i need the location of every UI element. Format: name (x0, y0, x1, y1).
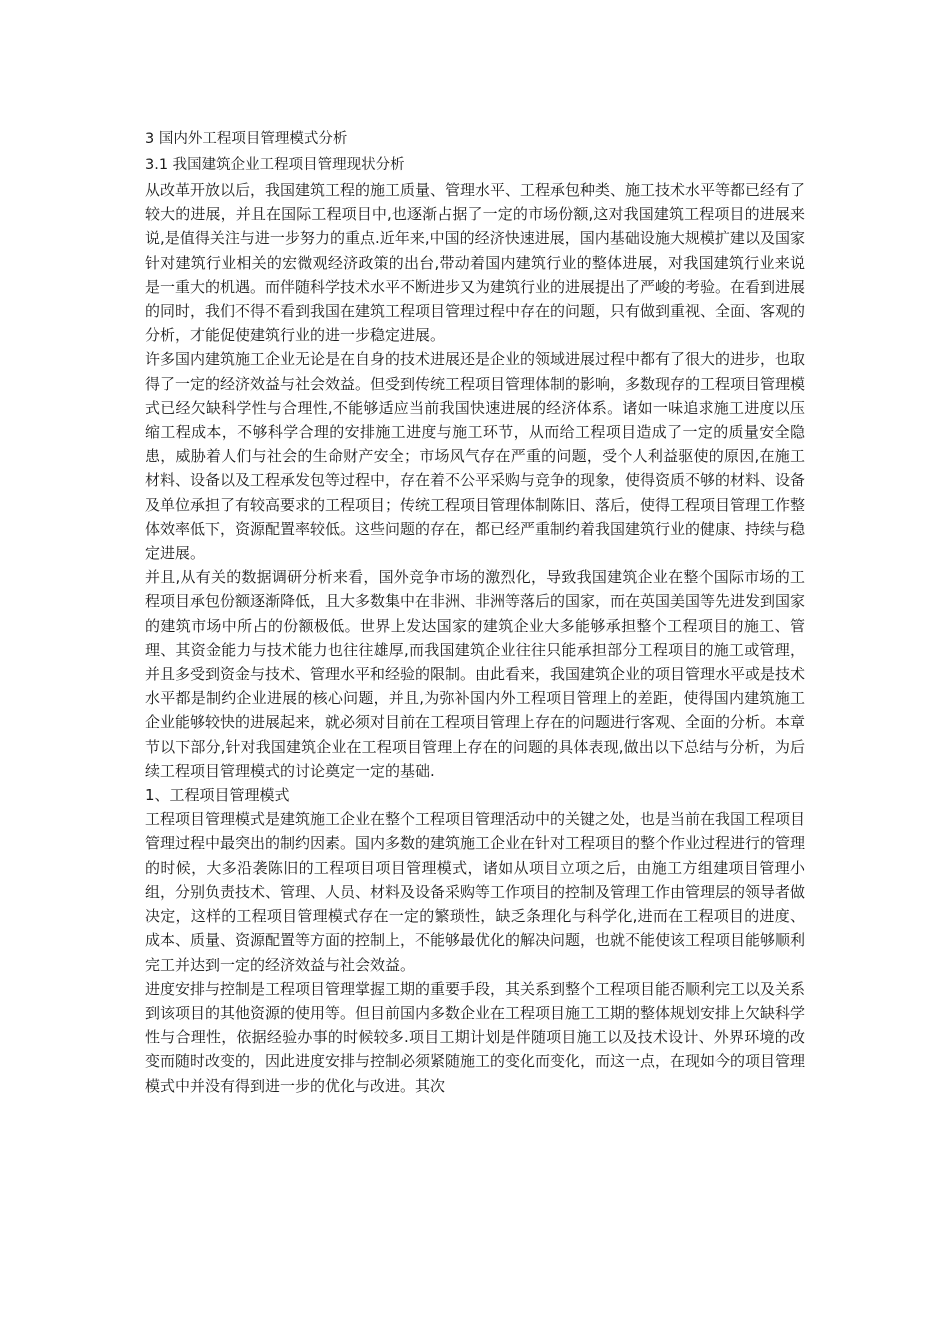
paragraph-4: 工程项目管理模式是建筑施工企业在整个工程项目管理活动中的关键之处，也是当前在我国工程项目管理过程中最突出的制约因素。国内多数的建筑施工企业在针对工程项目的整个作业过程进行的管理的时候，大多沿袭陈旧的工程项目项目管理模式，诸如从项目立项之后，由施工方组建项目管理小组，分别负责技术、管理、人员、材料及设备采购等工作项目的控制及管理工作由管理层的领导者做决定，这样的工程项目管理模式存在一定的繁琐性，缺乏条理化与科学化,进而在工程项目的进度、成本、质量、资源配置等方面的控制上，不能够最优化的解决问题，也就不能使该工程项目能够顺利完工并达到一定的经济效益与社会效益。 (145, 810, 806, 974)
paragraph-1: 从改革开放以后，我国建筑工程的施工质量、管理水平、工程承包种类、施工技术水平等都已经有了较大的进展，并且在国际工程项目中,也逐渐占据了一定的市场份额,这对我国建筑工程项目的进展来说,是值得关注与进一步努力的重点.近年来,中国的经济快速进展，国内基础设施大规模扩建以及国家针对建筑行业相关的宏微观经济政策的出台,带动着国内建筑行业的整体进展，对我国建筑行业来说是一重大的机遇。而伴随科学技术水平不断进步又为建筑行业的进展提出了严峻的考验。在看到进展的同时，我们不得不看到我国在建筑工程项目管理过程中存在的问题，只有做到重视、全面、客观的分析，才能促使建筑行业的进一步稳定进展。 (145, 181, 806, 345)
document-page (145, 126, 805, 1098)
subsection-heading: 3.1 我国建筑企业工程项目管理现状分析 (145, 157, 405, 173)
paragraph-2: 许多国内建筑施工企业无论是在自身的技术进展还是企业的领域进展过程中都有了很大的进步，也取得了一定的经济效益与社会效益。但受到传统工程项目管理体制的影响，多数现存的工程项目管理模式已经欠缺科学性与合理性,不能够适应当前我国快速进展的经济体系。诸如一味追求施工进度以压缩工程成本，不够科学合理的安排施工进度与施工环节，从而给工程项目造成了一定的质量安全隐患，威胁着人们与社会的生命财产安全；市场风气存在严重的问题，受个人利益驱使的原因,在施工材料、设备以及工程承发包等过程中，存在着不公平采购与竞争的现象，使得资质不够的材料、设备及单位承担了有较高要求的工程项目；传统工程项目管理体制陈旧、落后，使得工程项目管理工作整体效率低下，资源配置率较低。这些问题的存在，都已经严重制约着我国建筑行业的健康、持续与稳定进展。 (145, 350, 806, 563)
paragraph-5: 进度安排与控制是工程项目管理掌握工期的重要手段，其关系到整个工程项目能否顺利完工以及关系到该项目的其他资源的使用等。但目前国内多数企业在工程项目施工工期的整体规划安排上欠缺科学性与合理性，依据经验办事的时候较多.项目工期计划是伴随项目施工以及技术设计、外界环境的改变而随时改变的，因此进度安排与控制必须紧随施工的变化而变化，而这一点，在现如今的项目管理模式中并没有得到进一步的优化与改进。其次 (145, 979, 806, 1095)
list-heading: 1、工程项目管理模式 (145, 786, 290, 805)
section-heading: 3 国内外工程项目管理模式分析 (145, 131, 348, 147)
paragraph-3: 并且,从有关的数据调研分析来看，国外竞争市场的激烈化，导致我国建筑企业在整个国际市场的工程项目承包份额逐渐降低，且大多数集中在非洲、非洲等落后的国家，而在英国美国等先进发到国家的建筑市场中所占的份额极低。世界上发达国家的建筑企业大多能够承担整个工程项目的施工、管理、其资金能力与技术能力也往往雄厚,而我国建筑企业往往只能承担部分工程项目的施工或管理，并且多受到资金与技术、管理水平和经验的限制。由此看来，我国建筑企业的项目管理水平或是技术水平都是制约企业进展的核心问题，并且,为弥补国内外工程项目管理上的差距，使得国内建筑施工企业能够较快的进展起来，就必须对目前在工程项目管理上存在的问题进行客观、全面的分析。本章节以下部分,针对我国建筑企业在工程项目管理上存在的问题的具体表现,做出以下总结与分析，为后续工程项目管理模式的讨论奠定一定的基础. (145, 568, 806, 780)
